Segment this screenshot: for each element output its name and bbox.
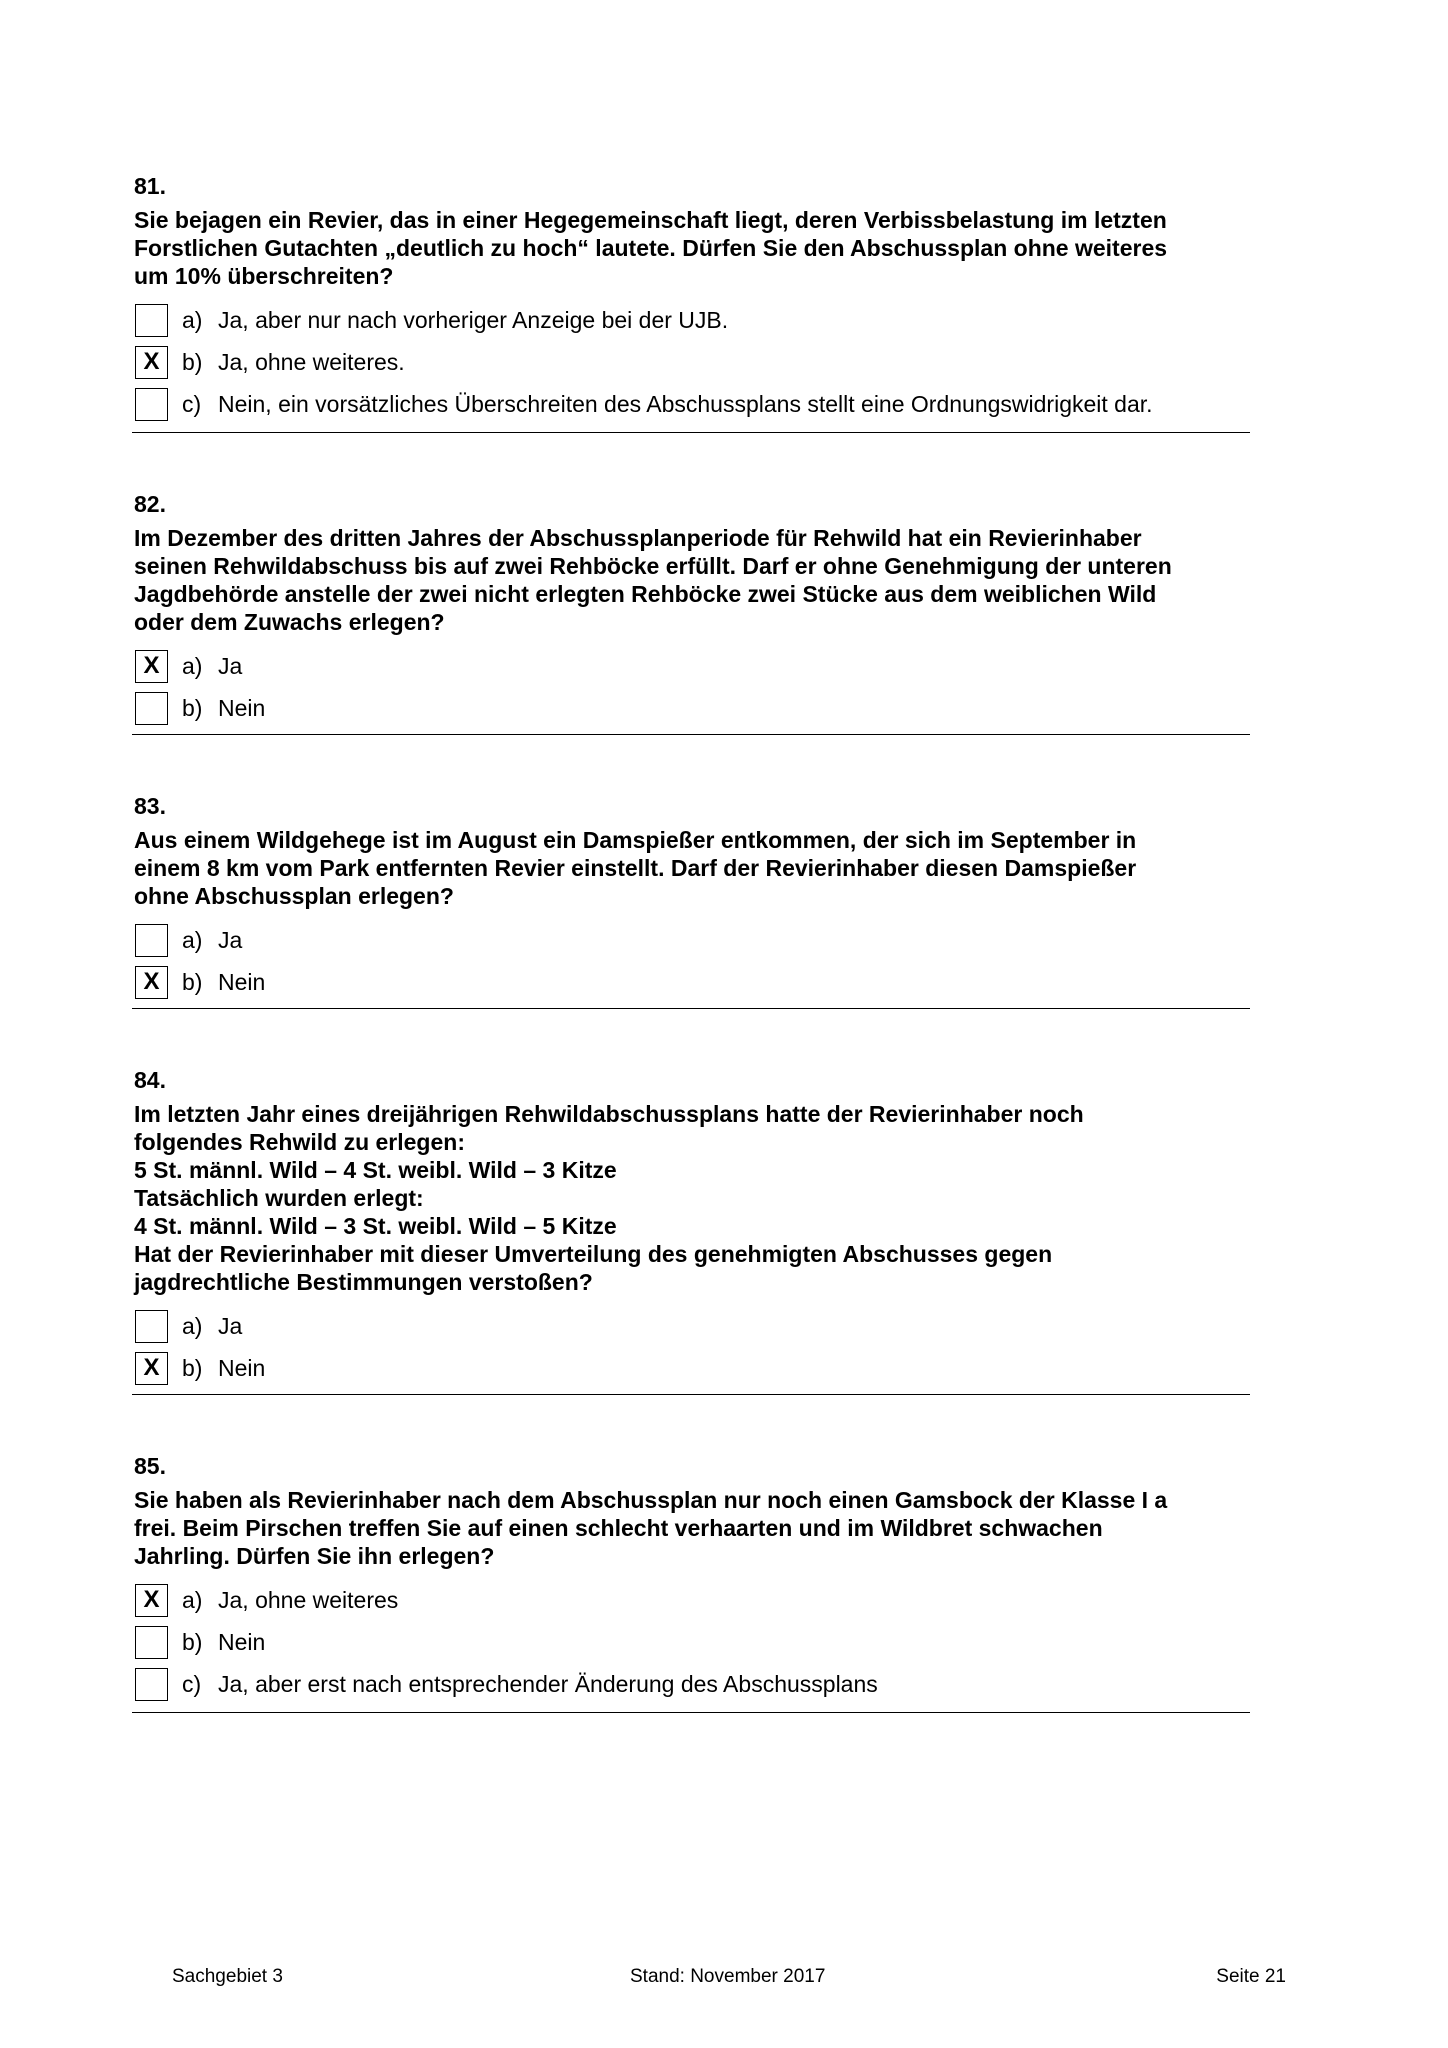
option-text: Nein	[218, 1628, 266, 1655]
answer-option-a[interactable]	[132, 1579, 1250, 1621]
option-text: Nein	[218, 968, 266, 995]
answer-checkbox[interactable]	[135, 1310, 168, 1343]
separator-line	[132, 432, 1250, 433]
option-letter: a)	[182, 1586, 203, 1613]
option-text: Ja, ohne weiteres	[218, 1586, 399, 1613]
option-letter: b)	[182, 1628, 203, 1655]
answer-checkbox[interactable]	[135, 304, 168, 337]
answer-option-a[interactable]	[132, 299, 1250, 341]
option-text: Nein	[218, 694, 266, 721]
option-text: Ja, aber nur nach vorheriger Anzeige bei der UJB.	[218, 306, 729, 333]
question-number: 84.	[134, 1067, 166, 1093]
answer-option-b[interactable]	[132, 1621, 1250, 1663]
option-text: Ja	[218, 1312, 243, 1339]
footer-date: Stand: November 2017	[630, 1966, 826, 1987]
footer-page-number: Seite 21	[1216, 1966, 1286, 1987]
option-letter: b)	[182, 694, 203, 721]
question-85	[132, 1452, 1250, 1705]
option-text: Nein	[218, 1354, 266, 1381]
option-letter: a)	[182, 926, 203, 953]
option-letter: b)	[182, 1354, 203, 1381]
separator-line	[132, 1008, 1250, 1009]
answer-option-c[interactable]	[132, 1663, 1250, 1705]
option-letter: c)	[182, 390, 202, 417]
question-number: 85.	[134, 1453, 166, 1479]
answer-option-c[interactable]	[132, 383, 1250, 425]
question-81	[132, 172, 1250, 425]
answer-checkbox[interactable]	[135, 1668, 168, 1701]
question-text: Aus einem Wildgehege ist im August ein Damspießer entkommen, der sich im September in einem 8 km vom Park entfernten Revier einstellt. Darf der Revierinhaber diesen Damspießer ohne Abschussplan erlegen?	[134, 827, 1137, 909]
question-number: 82.	[134, 491, 166, 517]
answer-option-b[interactable]	[132, 341, 1250, 383]
answer-checkbox[interactable]: X	[135, 1584, 168, 1617]
separator-line	[132, 1712, 1250, 1713]
footer-section: Sachgebiet 3	[172, 1966, 283, 1987]
question-text: Sie haben als Revierinhaber nach dem Abschussplan nur noch einen Gamsbock der Klasse I a frei. Beim Pirschen treffen Sie auf einen schlecht verhaarten und im Wildbret schwachen Jahrling. Dürfen Sie ihn erlegen?	[134, 1487, 1168, 1569]
option-letter: b)	[182, 968, 203, 995]
answer-checkbox[interactable]	[135, 1626, 168, 1659]
answer-checkbox[interactable]: X	[135, 346, 168, 379]
option-letter: b)	[182, 348, 203, 375]
answer-checkbox[interactable]: X	[135, 966, 168, 999]
option-text: Ja, aber erst nach entsprechender Änderung des Abschussplans	[218, 1670, 878, 1697]
question-text: Im letzten Jahr eines dreijährigen Rehwildabschussplans hatte der Revierinhaber noch folgendes Rehwild zu erlegen: 5 St. männl. Wild – 4 St. weibl. Wild – 3 Kitze Tatsächlich wurden erlegt: 4 St. männl. Wild – 3 St. weibl. Wild – 5 Kitze Hat der Revierinhaber mit dieser Umverteilung des genehmigten Abschusses gegen jagdrechtliche Bestimmungen verstoßen?	[134, 1101, 1084, 1295]
answer-option-a[interactable]	[132, 645, 1250, 687]
answer-option-b[interactable]	[132, 687, 1250, 729]
option-letter: a)	[182, 1312, 203, 1339]
question-text: Im Dezember des dritten Jahres der Abschussplanperiode für Rehwild hat ein Revierinhaber seinen Rehwildabschuss bis auf zwei Rehböcke erfüllt. Darf er ohne Genehmigung der unteren Jagdbehörde anstelle der zwei nicht erlegten Rehböcke zwei Stücke aus dem weiblichen Wild oder dem Zuwachs erlegen?	[134, 525, 1172, 635]
answer-option-b[interactable]	[132, 1347, 1250, 1389]
separator-line	[132, 734, 1250, 735]
answer-checkbox[interactable]	[135, 692, 168, 725]
answer-option-a[interactable]	[132, 919, 1250, 961]
option-letter: a)	[182, 652, 203, 679]
question-84	[132, 1066, 1250, 1389]
answer-checkbox[interactable]: X	[135, 650, 168, 683]
option-text: Ja	[218, 926, 243, 953]
answer-checkbox[interactable]: X	[135, 1352, 168, 1385]
option-text: Nein, ein vorsätzliches Überschreiten des Abschussplans stellt eine Ordnungswidrigkeit dar.	[218, 390, 1153, 417]
answer-checkbox[interactable]	[135, 388, 168, 421]
question-text: Sie bejagen ein Revier, das in einer Hegegemeinschaft liegt, deren Verbissbelastung im letzten Forstlichen Gutachten „deutlich zu hoch“ lautete. Dürfen Sie den Abschussplan ohne weiteres um 10% überschreiten?	[134, 207, 1168, 289]
option-text: Ja, ohne weiteres.	[218, 348, 405, 375]
question-82	[132, 490, 1250, 729]
answer-option-a[interactable]	[132, 1305, 1250, 1347]
answer-option-b[interactable]	[132, 961, 1250, 1003]
option-letter: a)	[182, 306, 203, 333]
answer-checkbox[interactable]	[135, 924, 168, 957]
question-number: 81.	[134, 173, 166, 199]
option-text: Ja	[218, 652, 243, 679]
question-number: 83.	[134, 793, 166, 819]
question-83	[132, 792, 1250, 1003]
option-letter: c)	[182, 1670, 202, 1697]
separator-line	[132, 1394, 1250, 1395]
